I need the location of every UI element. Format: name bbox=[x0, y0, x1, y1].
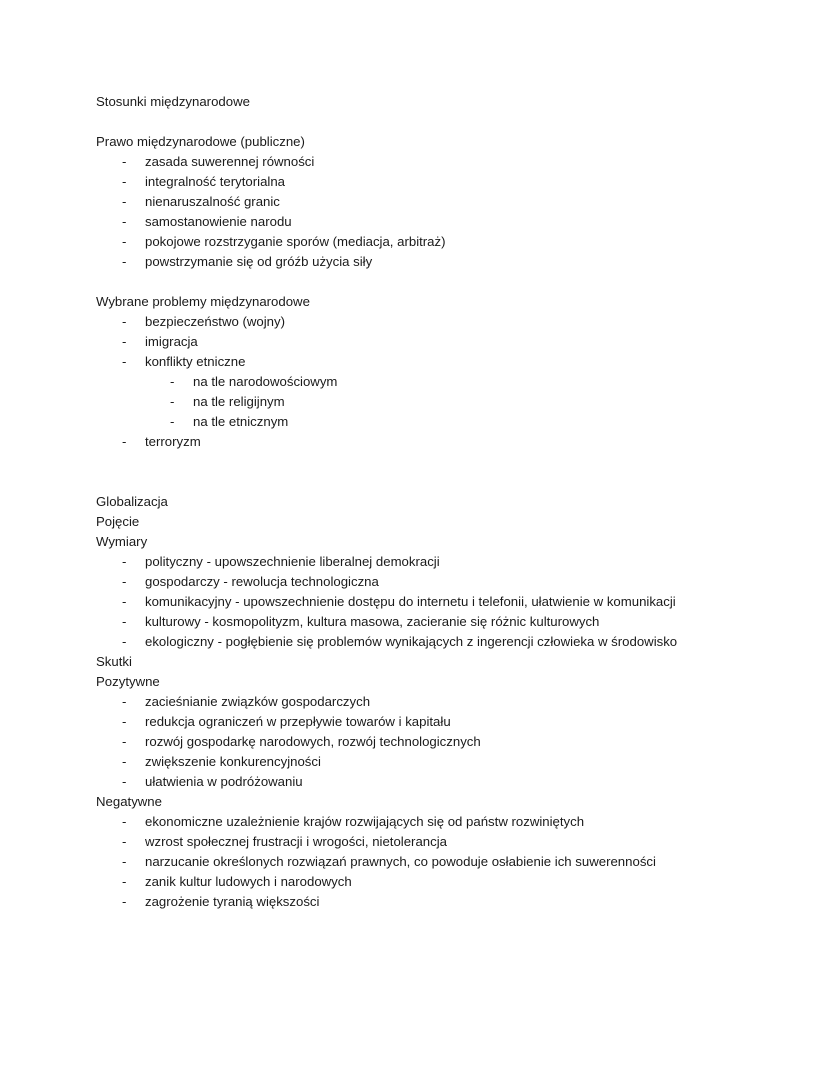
dash-marker: - bbox=[122, 734, 127, 749]
dash-marker: - bbox=[122, 894, 127, 909]
dash-marker: - bbox=[122, 434, 127, 449]
list-item-text: redukcja ograniczeń w przepływie towarów i kapitału bbox=[145, 714, 451, 729]
dash-marker: - bbox=[122, 194, 127, 209]
dash-marker: - bbox=[122, 234, 127, 249]
dash-marker: - bbox=[122, 694, 127, 709]
list-item bbox=[96, 312, 728, 332]
dash-marker: - bbox=[122, 554, 127, 569]
list-item bbox=[96, 752, 728, 772]
dash-marker: - bbox=[122, 354, 127, 369]
list-item bbox=[96, 892, 728, 912]
label-pojecie: Pojęcie bbox=[96, 514, 140, 529]
dash-marker: - bbox=[122, 834, 127, 849]
sub-list-item-text: na tle religijnym bbox=[193, 394, 285, 409]
list-item-text: pokojowe rozstrzyganie sporów (mediacja, arbitraż) bbox=[145, 234, 446, 249]
list-item bbox=[96, 212, 728, 232]
sub-list-item-text: na tle etnicznym bbox=[193, 414, 289, 429]
list-item-text: polityczny - upowszechnienie liberalnej demokracji bbox=[145, 554, 440, 569]
list-item bbox=[96, 172, 728, 192]
list-item-text: zanik kultur ludowych i narodowych bbox=[145, 874, 352, 889]
list-item bbox=[96, 872, 728, 892]
list-item-text: zacieśnianie związków gospodarczych bbox=[145, 694, 371, 709]
list-item-text: ekonomiczne uzależnienie krajów rozwijających się od państw rozwiniętych bbox=[145, 814, 585, 829]
section-heading-prawo-miedzynarodowe: Prawo międzynarodowe (publiczne) bbox=[96, 134, 305, 149]
list-item-text: kulturowy - kosmopolityzm, kultura masowa, zacieranie się różnic kulturowych bbox=[145, 614, 600, 629]
dash-marker: - bbox=[170, 414, 175, 429]
list-item-text: imigracja bbox=[145, 334, 198, 349]
label-wymiary: Wymiary bbox=[96, 534, 148, 549]
list-item-text: komunikacyjny - upowszechnienie dostępu do internetu i telefonii, ułatwienie w komunikacji bbox=[145, 594, 676, 609]
dash-marker: - bbox=[122, 214, 127, 229]
list-item-text: rozwój gospodarkę narodowych, rozwój technologicznych bbox=[145, 734, 481, 749]
sub-list-item-text: na tle narodowościowym bbox=[193, 374, 338, 389]
dash-marker: - bbox=[122, 874, 127, 889]
dash-marker: - bbox=[122, 754, 127, 769]
dash-marker: - bbox=[122, 614, 127, 629]
dash-marker: - bbox=[122, 594, 127, 609]
list-item bbox=[96, 592, 728, 612]
dash-marker: - bbox=[122, 854, 127, 869]
spacer bbox=[96, 112, 728, 132]
list-item-text: gospodarczy - rewolucja technologiczna bbox=[145, 574, 379, 589]
dash-marker: - bbox=[170, 394, 175, 409]
dash-marker: - bbox=[122, 154, 127, 169]
spacer bbox=[96, 272, 728, 292]
dash-marker: - bbox=[122, 714, 127, 729]
list-item-text: zwiększenie konkurencyjności bbox=[145, 754, 321, 769]
section-heading-globalizacja: Globalizacja bbox=[96, 494, 168, 509]
list-item bbox=[96, 552, 728, 572]
document-title: Stosunki międzynarodowe bbox=[96, 94, 250, 109]
sub-list-item bbox=[96, 392, 728, 412]
dash-marker: - bbox=[122, 334, 127, 349]
spacer bbox=[96, 452, 728, 472]
list-item-text: samostanowienie narodu bbox=[145, 214, 292, 229]
sub-list-item bbox=[96, 412, 728, 432]
list-item bbox=[96, 712, 728, 732]
list-item bbox=[96, 332, 728, 352]
list-item-text: zasada suwerennej równości bbox=[145, 154, 315, 169]
list-item bbox=[96, 572, 728, 592]
document-body bbox=[96, 92, 728, 912]
list-item bbox=[96, 432, 728, 452]
dash-marker: - bbox=[122, 174, 127, 189]
sub-list-item bbox=[96, 372, 728, 392]
list-item-text: konflikty etniczne bbox=[145, 354, 246, 369]
list-item-text: ekologiczny - pogłębienie się problemów wynikających z ingerencji człowieka w środowisko bbox=[145, 634, 678, 649]
spacer bbox=[96, 472, 728, 492]
list-item-text: zagrożenie tyranią większości bbox=[145, 894, 320, 909]
section-heading-wybrane-problemy: Wybrane problemy międzynarodowe bbox=[96, 294, 310, 309]
list-item-text: powstrzymanie się od gróźb użycia siły bbox=[145, 254, 373, 269]
label-skutki: Skutki bbox=[96, 654, 132, 669]
dash-marker: - bbox=[122, 254, 127, 269]
label-negatywne: Negatywne bbox=[96, 794, 162, 809]
list-item bbox=[96, 632, 728, 652]
list-item bbox=[96, 732, 728, 752]
list-item bbox=[96, 252, 728, 272]
list-item bbox=[96, 772, 728, 792]
list-item bbox=[96, 832, 728, 852]
list-item-text: ułatwienia w podróżowaniu bbox=[145, 774, 303, 789]
list-item bbox=[96, 152, 728, 172]
list-item bbox=[96, 692, 728, 712]
list-item bbox=[96, 812, 728, 832]
list-item bbox=[96, 852, 728, 872]
list-item bbox=[96, 192, 728, 212]
list-item-text: integralność terytorialna bbox=[145, 174, 286, 189]
dash-marker: - bbox=[122, 634, 127, 649]
dash-marker: - bbox=[122, 814, 127, 829]
dash-marker: - bbox=[170, 374, 175, 389]
list-item-text: terroryzm bbox=[145, 434, 201, 449]
dash-marker: - bbox=[122, 314, 127, 329]
list-item bbox=[96, 232, 728, 252]
list-item-text: bezpieczeństwo (wojny) bbox=[145, 314, 285, 329]
dash-marker: - bbox=[122, 774, 127, 789]
list-item-text: wzrost społecznej frustracji i wrogości, nietolerancja bbox=[145, 834, 447, 849]
list-item bbox=[96, 352, 728, 372]
dash-marker: - bbox=[122, 574, 127, 589]
list-item-text: narzucanie określonych rozwiązań prawnych, co powoduje osłabienie ich suwerenności bbox=[145, 854, 656, 869]
label-pozytywne: Pozytywne bbox=[96, 674, 160, 689]
list-item-text: nienaruszalność granic bbox=[145, 194, 280, 209]
list-item bbox=[96, 612, 728, 632]
